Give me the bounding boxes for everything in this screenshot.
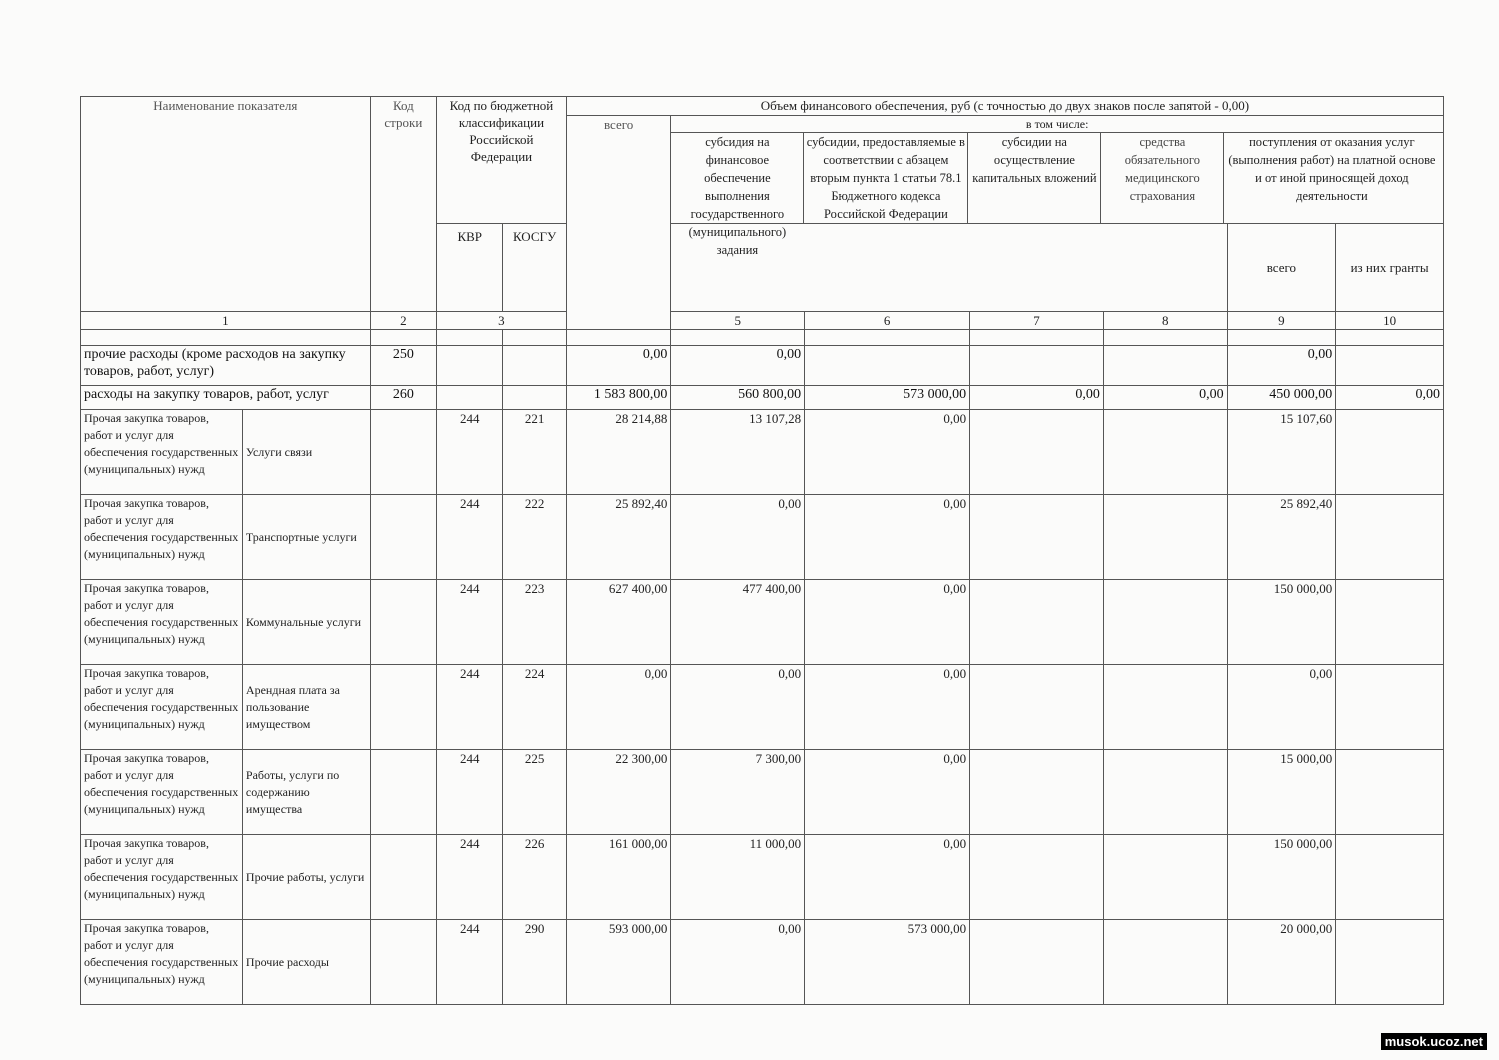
cell-c7 [970, 410, 1104, 495]
colnum-6: 6 [805, 312, 970, 330]
row-name: расходы на закупку товаров, работ, услуг [81, 386, 371, 410]
row-purpose: Прочая закупка товаров, работ и услуг для обеспечения государственных (муниципальных) нужд [81, 920, 243, 1005]
cell-c8 [1103, 920, 1227, 1005]
row-expense-type: Транспортные услуги [242, 495, 370, 580]
cell-kosgu: 221 [503, 410, 566, 495]
cell-c7 [970, 495, 1104, 580]
cell-c10 [1336, 346, 1444, 386]
table-row [81, 750, 1444, 835]
row-expense-type: Работы, услуги по содержанию имущества [242, 750, 370, 835]
row-expense-type: Коммунальные услуги [242, 580, 370, 665]
cell-c4: 1 583 800,00 [566, 386, 671, 410]
cell-c6: 0,00 [805, 410, 970, 495]
colnum-3: 3 [437, 312, 567, 330]
cell-c9: 150 000,00 [1227, 580, 1336, 665]
table-row [81, 346, 1444, 386]
cell-kosgu: 290 [503, 920, 566, 1005]
cell-kvr: 244 [437, 920, 503, 1005]
header-col6: субсидии, предоставляемые в соответствии с абзацем вторым пункта 1 статьи 78.1 Бюджетного кодекса Российской Федерации [804, 133, 968, 223]
row-expense-type: Арендная плата за пользование имуществом [242, 665, 370, 750]
cell-c10 [1336, 835, 1444, 920]
cell-c6 [805, 346, 970, 386]
colnum-5: 5 [671, 312, 805, 330]
watermark: musok.ucoz.net [1381, 1033, 1487, 1050]
header-budget-code: Код по бюджетной классификации Российской Федерации [437, 97, 567, 224]
row-code [370, 580, 436, 665]
row-code: 260 [370, 386, 436, 410]
cell-c10 [1336, 665, 1444, 750]
row-purpose: Прочая закупка товаров, работ и услуг для обеспечения государственных (муниципальных) нужд [81, 665, 243, 750]
cell-kosgu: 224 [503, 665, 566, 750]
cell-c9: 450 000,00 [1227, 386, 1336, 410]
header-code-row: Код строки [370, 97, 436, 312]
cell-c4: 627 400,00 [566, 580, 671, 665]
header-col7: субсидии на осуществление капитальных вложений [968, 133, 1101, 223]
cell-c10 [1336, 750, 1444, 835]
cell-c5: 477 400,00 [671, 580, 805, 665]
cell-c10 [1336, 495, 1444, 580]
cell-c5: 7 300,00 [671, 750, 805, 835]
cell-kosgu: 226 [503, 835, 566, 920]
cell-kvr: 244 [437, 410, 503, 495]
cell-c4: 593 000,00 [566, 920, 671, 1005]
cell-c7 [970, 835, 1104, 920]
financial-support-table [80, 96, 1444, 1005]
row-code [370, 495, 436, 580]
cell-c5: 0,00 [671, 346, 805, 386]
cell-c7 [970, 665, 1104, 750]
cell-c8 [1103, 750, 1227, 835]
financial-table-container [80, 96, 1444, 1005]
header-col10: из них гранты [1336, 224, 1444, 312]
header-kvr: КВР [437, 224, 503, 312]
cell-c5: 560 800,00 [671, 386, 805, 410]
cell-c9: 25 892,40 [1227, 495, 1336, 580]
row-name: прочие расходы (кроме расходов на закупку товаров, работ, услуг) [81, 346, 371, 386]
row-code [370, 665, 436, 750]
header-col9-total: всего [1227, 224, 1336, 312]
cell-c10 [1336, 920, 1444, 1005]
cell-kvr: 244 [437, 750, 503, 835]
cell-c4: 161 000,00 [566, 835, 671, 920]
cell-c6: 0,00 [805, 750, 970, 835]
cell-c6: 573 000,00 [805, 386, 970, 410]
row-code: 250 [370, 346, 436, 386]
cell-c4: 0,00 [566, 346, 671, 386]
cell-c9: 0,00 [1227, 665, 1336, 750]
cell-c7 [970, 346, 1104, 386]
colnum-7: 7 [970, 312, 1104, 330]
cell-kvr: 244 [437, 580, 503, 665]
table-row [81, 580, 1444, 665]
cell-c9: 150 000,00 [1227, 835, 1336, 920]
row-purpose: Прочая закупка товаров, работ и услуг для обеспечения государственных (муниципальных) нужд [81, 410, 243, 495]
row-code [370, 835, 436, 920]
header-sub-columns [671, 133, 1443, 257]
header-name: Наименование показателя [81, 97, 371, 312]
cell-c9: 0,00 [1227, 346, 1336, 386]
colnum-10: 10 [1336, 312, 1444, 330]
cell-c4: 0,00 [566, 665, 671, 750]
cell-c6: 573 000,00 [805, 920, 970, 1005]
header-kosgu: КОСГУ [503, 224, 566, 312]
cell-kvr: 244 [437, 495, 503, 580]
cell-c9: 20 000,00 [1227, 920, 1336, 1005]
cell-c4: 22 300,00 [566, 750, 671, 835]
table-row [81, 495, 1444, 580]
cell-c7 [970, 580, 1104, 665]
row-code [370, 920, 436, 1005]
cell-c8 [1103, 410, 1227, 495]
cell-c5: 13 107,28 [671, 410, 805, 495]
cell-c4: 25 892,40 [566, 495, 671, 580]
cell-c5: 11 000,00 [671, 835, 805, 920]
cell-c10 [1336, 580, 1444, 665]
cell-c10: 0,00 [1336, 386, 1444, 410]
table-row [81, 386, 1444, 410]
cell-c6: 0,00 [805, 495, 970, 580]
colnum-2: 2 [370, 312, 436, 330]
colnum-1: 1 [81, 312, 371, 330]
header-including: в том числе: [671, 116, 1443, 133]
table-row [81, 410, 1444, 495]
header-total: всего [566, 116, 671, 330]
header-col5: субсидия на финансовое обеспечение выполнения государственного (муниципального) задания [671, 133, 804, 223]
row-purpose: Прочая закупка товаров, работ и услуг для обеспечения государственных (муниципальных) нужд [81, 495, 243, 580]
row-expense-type: Прочие расходы [242, 920, 370, 1005]
cell-c7 [970, 920, 1104, 1005]
row-purpose: Прочая закупка товаров, работ и услуг для обеспечения государственных (муниципальных) нужд [81, 835, 243, 920]
cell-c8 [1103, 835, 1227, 920]
colnum-9: 9 [1227, 312, 1336, 330]
cell-c7 [970, 750, 1104, 835]
row-purpose: Прочая закупка товаров, работ и услуг для обеспечения государственных (муниципальных) нужд [81, 750, 243, 835]
header-col9-group: поступления от оказания услуг (выполнения работ) на платной основе и от иной приносящей доход деятельности [1228, 135, 1436, 203]
header-volume: Объем финансового обеспечения, руб (с точностью до двух знаков после запятой - 0,00) [566, 97, 1443, 116]
cell-c4: 28 214,88 [566, 410, 671, 495]
colnum-8: 8 [1103, 312, 1227, 330]
cell-kosgu: 225 [503, 750, 566, 835]
row-code [370, 750, 436, 835]
cell-c6: 0,00 [805, 835, 970, 920]
cell-c8 [1103, 665, 1227, 750]
cell-kvr: 244 [437, 665, 503, 750]
cell-c5: 0,00 [671, 920, 805, 1005]
cell-c10 [1336, 410, 1444, 495]
header-col8: средства обязательного медицинского страхования [1101, 133, 1224, 223]
cell-c6: 0,00 [805, 580, 970, 665]
cell-c5: 0,00 [671, 665, 805, 750]
cell-c9: 15 000,00 [1227, 750, 1336, 835]
header-including-block [671, 116, 1444, 257]
table-row [81, 920, 1444, 1005]
row-purpose: Прочая закупка товаров, работ и услуг для обеспечения государственных (муниципальных) нужд [81, 580, 243, 665]
cell-c5: 0,00 [671, 495, 805, 580]
cell-kosgu: 223 [503, 580, 566, 665]
cell-kvr: 244 [437, 835, 503, 920]
cell-c6: 0,00 [805, 665, 970, 750]
cell-c8 [1103, 580, 1227, 665]
cell-c9: 15 107,60 [1227, 410, 1336, 495]
cell-c8: 0,00 [1103, 386, 1227, 410]
row-expense-type: Услуги связи [242, 410, 370, 495]
cell-kosgu: 222 [503, 495, 566, 580]
row-expense-type: Прочие работы, услуги [242, 835, 370, 920]
table-row [81, 665, 1444, 750]
cell-c7: 0,00 [970, 386, 1104, 410]
cell-c8 [1103, 346, 1227, 386]
cell-c8 [1103, 495, 1227, 580]
row-code [370, 410, 436, 495]
table-row [81, 835, 1444, 920]
